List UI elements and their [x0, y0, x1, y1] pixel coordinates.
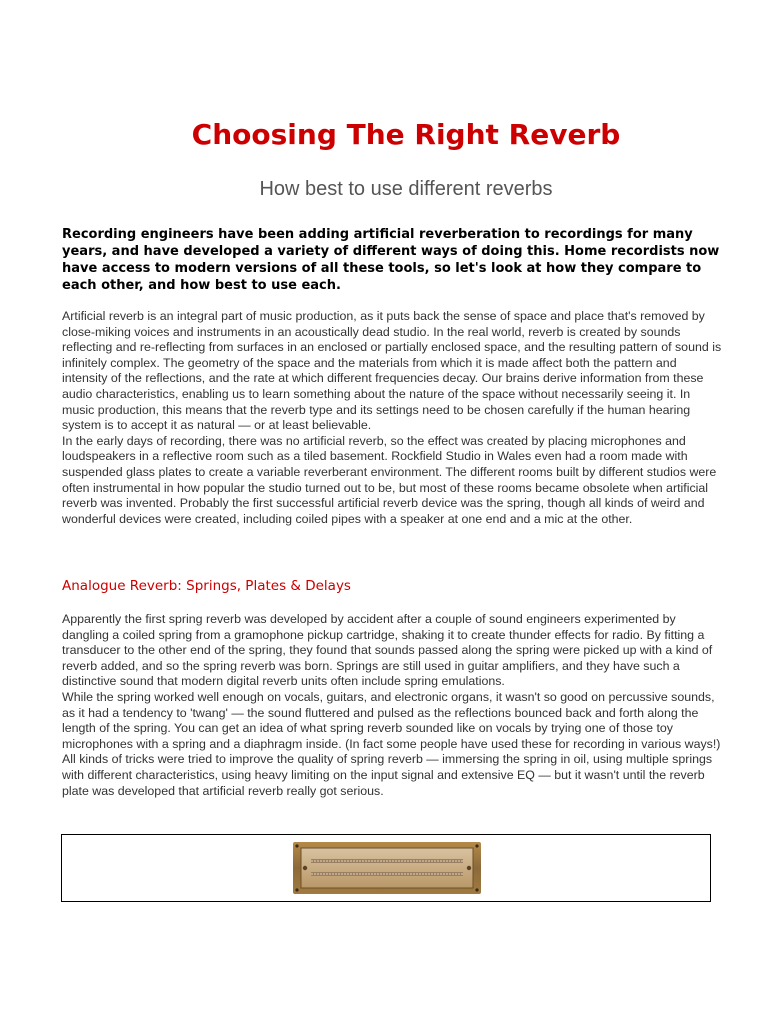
- body-paragraph: In the early days of recording, there was no artificial reverb, so the effect was created by placing microphones and loudspeakers in a reflective room such as a tiled basement. Rockfield Studio in Wales even had a room made with suspended glass plates to create a variable reverberant environment. The different rooms built by different studios were often instrumental in how popular the studio turned out to be, but most of these rooms became obsolete when artificial reverb was invented. Probably the first successful artificial reverb device was the spring, though all kinds of weird and wonderful devices were created, including coiled pipes with a speaker at one end and a mic at the other.: [62, 433, 717, 526]
- lead-paragraph: Recording engineers have been adding artificial reverberation to recordings for many years, and have developed a variety of different ways of doing this. Home recordists now have access to modern versions of all these tools, so let's look at how they compare to each other, and how best to use each.: [62, 227, 720, 293]
- body-paragraph: While the spring worked well enough on vocals, guitars, and electronic organs, it wasn't so good on percussive sounds, as it had a tendency to 'twang' — the sound fluttered and pulsed as the reflections bounced back and forth along the length of the spring. You can get an idea of what spring reverb sounded like on vocals by trying one of those toy microphones with a spring and a diaphragm inside. (In fact some people have used these for recording in various ways!) All kinds of tricks were tried to improve the quality of spring reverb — immersing the spring in oil, using multiple springs with different characteristics, using heavy limiting on the input signal and extensive EQ — but it wasn't until the reverb plate was developed that artificial reverb really got serious.: [62, 689, 721, 798]
- spring-reverb-tank-image: [293, 842, 481, 894]
- article-title: Choosing The Right Reverb: [191, 118, 621, 151]
- article-subtitle: How best to use different reverbs: [259, 178, 553, 200]
- analogue-reverb-section: [62, 612, 722, 799]
- intro-section: [62, 309, 722, 527]
- section-heading: Analogue Reverb: Springs, Plates & Delays: [62, 578, 351, 594]
- figure-box: [61, 834, 711, 902]
- body-paragraph: Apparently the first spring reverb was developed by accident after a couple of sound engineers experimented by dangling a coiled spring from a gramophone pickup cartridge, shaking it to create thunder effects for radio. By fitting a transducer to the other end of the spring, they found that sounds passed along the spring were picked up with a kind of reverb added, and so the spring reverb was born. Springs are still used in guitar amplifiers, and they have such a distinctive sound that modern digital reverb units often include spring emulations.: [62, 612, 713, 689]
- body-paragraph: Artificial reverb is an integral part of music production, as it puts back the sense of space and place that's removed by close-miking voices and instruments in an acoustically dead studio. In the real world, reverb is created by sounds reflecting and re-reflecting from surfaces in an enclosed or partially enclosed space, and the resulting pattern of sound is infinitely complex. The geometry of the space and the materials from which it is made affect both the pattern and intensity of the reflections, and the rate at which different frequencies decay. Our brains derive information from these audio characteristics, enabling us to learn something about the nature of the space without necessarily seeing it. In music production, this means that the reverb type and its settings need to be chosen carefully if the human hearing system is to accept it as natural — or at least believable.: [62, 309, 722, 433]
